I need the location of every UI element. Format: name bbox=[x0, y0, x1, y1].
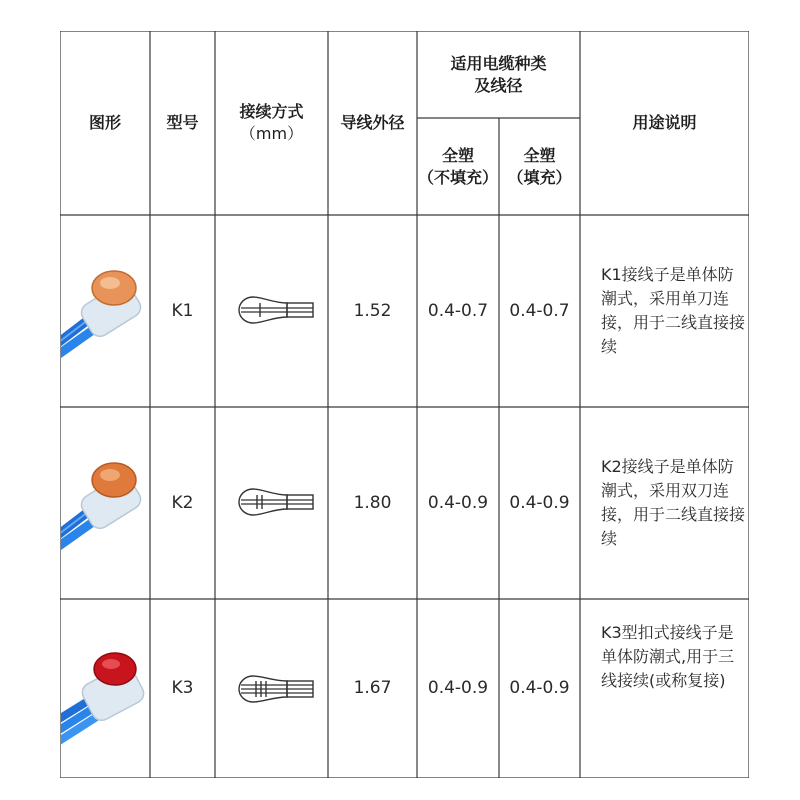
header-cable-group-line1: 适用电缆种类 bbox=[450, 53, 547, 73]
filled-k1: 0.4-0.7 bbox=[509, 300, 570, 321]
wire-diameter-k3: 1.67 bbox=[353, 678, 392, 699]
connection-diagram-k3 bbox=[233, 672, 315, 706]
header-usage-label: 用途说明 bbox=[632, 113, 697, 133]
model-k1: K1 bbox=[171, 300, 194, 321]
wire-diameter-cell-k2 bbox=[328, 407, 417, 599]
model-cell-k1 bbox=[150, 215, 215, 407]
connector-photo-k3 bbox=[61, 635, 149, 760]
header-model-label: 型号 bbox=[166, 113, 199, 133]
filled-k2: 0.4-0.9 bbox=[509, 492, 570, 513]
wire-diameter-k2: 1.80 bbox=[353, 492, 392, 513]
wire-diameter-cell-k1 bbox=[328, 215, 417, 407]
header-filled bbox=[499, 118, 580, 215]
unfilled-cell-k1 bbox=[417, 215, 499, 407]
unfilled-cell-k2 bbox=[417, 407, 499, 599]
model-cell-k3 bbox=[150, 599, 215, 778]
connector-photo-k1 bbox=[61, 250, 149, 370]
header-filled-line2: （填充） bbox=[507, 167, 572, 187]
wire-diameter-cell-k3 bbox=[328, 599, 417, 778]
usage-cell-k2 bbox=[580, 407, 749, 599]
header-cable-group bbox=[417, 31, 580, 118]
usage-k1: K1接线子是单体防潮式，采用单刀连接，用于二线直接接续 bbox=[601, 265, 746, 356]
header-unfilled-line1: 全塑 bbox=[441, 145, 474, 165]
header-model bbox=[150, 31, 215, 215]
usage-cell-k3 bbox=[580, 599, 749, 778]
header-connection-line1: 接续方式 bbox=[239, 102, 304, 122]
wire-diameter-k1: 1.52 bbox=[353, 300, 392, 321]
header-wire-diameter bbox=[328, 31, 417, 215]
connection-diagram-k1 bbox=[233, 293, 315, 327]
header-wire-diameter-label: 导线外径 bbox=[340, 113, 405, 133]
unfilled-k2: 0.4-0.9 bbox=[427, 492, 489, 513]
header-connection-line2: （mm） bbox=[239, 124, 304, 143]
filled-cell-k2 bbox=[499, 407, 580, 599]
model-cell-k2 bbox=[150, 407, 215, 599]
header-usage bbox=[580, 31, 749, 215]
model-k2: K2 bbox=[171, 492, 194, 513]
usage-k2: K2接线子是单体防潮式，采用双刀连接，用于二线直接接续 bbox=[601, 457, 746, 548]
unfilled-k3: 0.4-0.9 bbox=[427, 678, 489, 699]
unfilled-cell-k3 bbox=[417, 599, 499, 778]
header-connection bbox=[215, 31, 328, 215]
cap-k3 bbox=[94, 653, 136, 685]
model-k3: K3 bbox=[171, 678, 194, 699]
header-shape-label: 图形 bbox=[88, 113, 121, 133]
header-filled-line1: 全塑 bbox=[523, 145, 556, 165]
unfilled-k1: 0.4-0.7 bbox=[427, 300, 489, 321]
connection-diagram-k2 bbox=[233, 485, 315, 519]
header-unfilled-line2: （不填充） bbox=[417, 167, 498, 187]
header-unfilled bbox=[417, 118, 499, 215]
connector-photo-k2 bbox=[61, 442, 149, 562]
usage-k3: K3型扣式接线子是单体防潮式,用于三线接续(或称复接) bbox=[601, 623, 735, 690]
header-cable-group-line2: 及线径 bbox=[474, 75, 523, 95]
usage-cell-k1 bbox=[580, 215, 749, 407]
filled-cell-k1 bbox=[499, 215, 580, 407]
header-shape bbox=[60, 31, 150, 215]
filled-k3: 0.4-0.9 bbox=[509, 678, 570, 699]
filled-cell-k3 bbox=[499, 599, 580, 778]
